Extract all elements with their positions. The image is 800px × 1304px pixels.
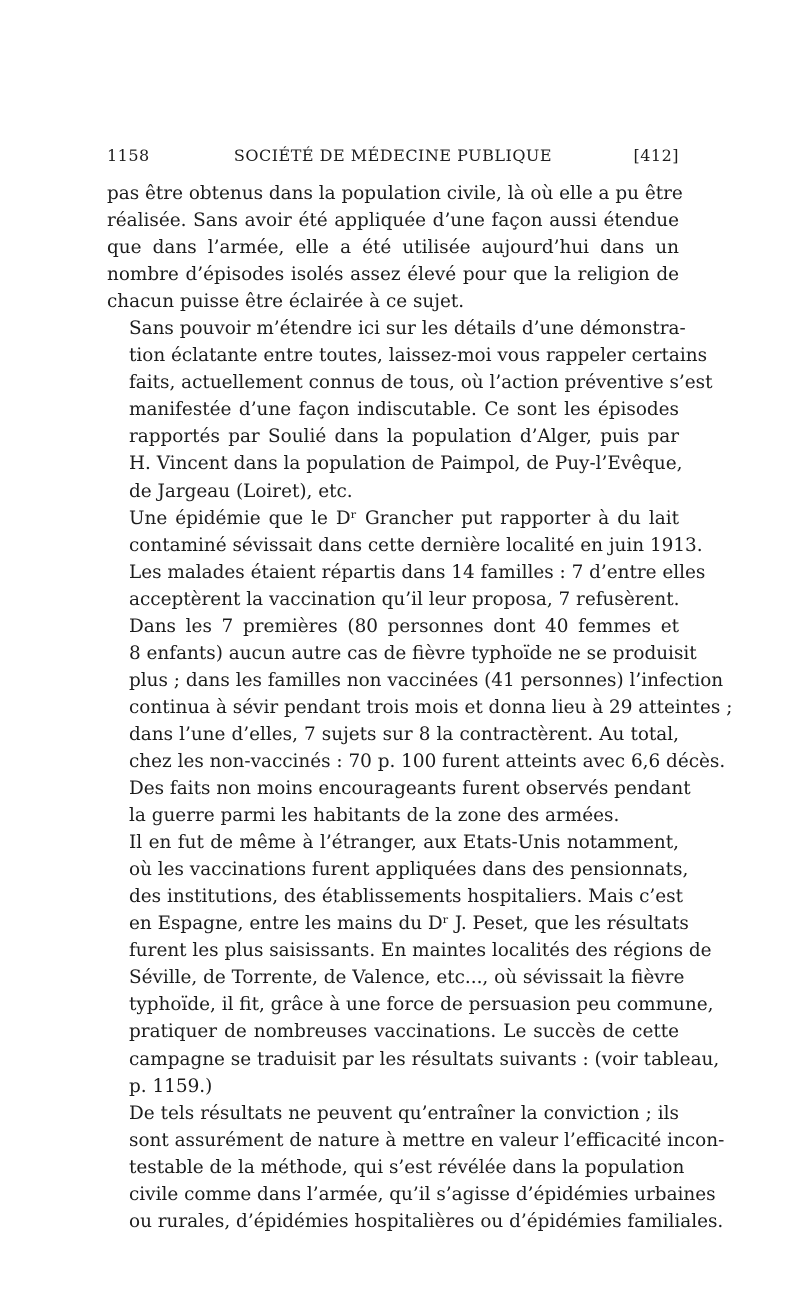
text-line: dans l’une d’elles, 7 sujets sur 8 la contractèrent. Au total, — [129, 723, 679, 745]
running-title: SOCIÉTÉ DE MÉDECINE PUBLIQUE — [233, 146, 553, 165]
body-text — [107, 180, 733, 1235]
text-line: 8 enfants) aucun autre cas de fièvre typhoïde ne se produisit — [129, 642, 697, 664]
text-line: réalisée. Sans avoir été appliquée d’une façon aussi étendue — [107, 210, 679, 232]
text-line: pratiquer de nombreuses vaccinations. Le succès de cette — [129, 1021, 679, 1043]
text-line: en Espagne, entre les mains du Dʳ J. Peset, que les résultats — [129, 913, 689, 935]
text-line: Dans les 7 premières (80 personnes dont 40 femmes et — [129, 615, 679, 637]
text-line: H. Vincent dans la population de Paimpol, de Puy-l’Evêque, — [129, 453, 683, 475]
text-line: Une épidémie que le Dʳ Grancher put rapporter à du lait — [129, 507, 679, 529]
paragraph — [107, 775, 691, 829]
running-header — [107, 146, 679, 170]
text-line: contaminé sévissait dans cette dernière localité en juin 1913. — [129, 534, 703, 556]
text-line: De tels résultats ne peuvent qu’entraîner la conviction ; ils — [129, 1102, 679, 1124]
text-line: plus ; dans les familles non vaccinées (41 personnes) l’infection — [129, 669, 724, 691]
text-line: rapportés par Soulié dans la population d’Alger, puis par — [129, 426, 679, 448]
paragraph — [107, 315, 713, 504]
text-line: chacun puisse être éclairée à ce sujet. — [107, 291, 465, 313]
paragraph — [107, 829, 720, 1099]
text-line: p. 1159.) — [129, 1075, 213, 1097]
text-line: de Jargeau (Loiret), etc. — [129, 480, 353, 502]
text-line: campagne se traduisit par les résultats suivants : (voir tableau, — [129, 1048, 720, 1070]
text-line: faits, actuellement connus de tous, où l’action préventive s’est — [129, 372, 713, 394]
text-line: pas être obtenus dans la population civile, là où elle a pu être — [107, 183, 683, 204]
text-line: tion éclatante entre toutes, laissez-moi vous rappeler certains — [129, 345, 708, 367]
text-line: chez les non-vaccinés : 70 p. 100 furent atteints avec 6,6 décès. — [129, 750, 726, 772]
text-line: civile comme dans l’armée, qu’il s’agisse d’épidémies urbaines — [129, 1183, 716, 1205]
text-line: continua à sévir pendant trois mois et donna lieu à 29 atteintes ; — [129, 696, 733, 718]
text-line: Des faits non moins encourageants furent observés pendant — [129, 778, 691, 800]
text-line: furent les plus saisissants. En maintes localités des régions de — [129, 940, 712, 962]
paragraph — [107, 1100, 725, 1235]
paragraph — [107, 180, 683, 315]
text-line: testable de la méthode, qui s’est révélée dans la population — [129, 1156, 685, 1178]
text-line: que dans l’armée, elle a été utilisée aujourd’hui dans un — [107, 237, 679, 259]
text-line: où les vaccinations furent appliquées dans des pensionnats, — [129, 859, 689, 881]
page-reference: [412] — [633, 146, 679, 165]
paragraph — [107, 505, 733, 775]
text-line: acceptèrent la vaccination qu’il leur proposa, 7 refusèrent. — [129, 588, 680, 610]
text-line: la guerre parmi les habitants de la zone des armées. — [129, 805, 620, 827]
text-line: des institutions, des établissements hospitaliers. Mais c’est — [129, 886, 683, 908]
text-line: Séville, de Torrente, de Valence, etc..., où sévissait la fièvre — [129, 967, 685, 989]
text-line: Sans pouvoir m’étendre ici sur les détails d’une démonstra- — [129, 318, 686, 340]
text-line: sont assurément de nature à mettre en valeur l’efficacité incon- — [129, 1129, 725, 1151]
text-line: Les malades étaient répartis dans 14 familles : 7 d’entre elles — [129, 561, 706, 583]
text-line: manifestée d’une façon indiscutable. Ce sont les épisodes — [129, 399, 679, 421]
text-line: typhoïde, il fit, grâce à une force de persuasion peu commune, — [129, 994, 714, 1016]
text-line: ou rurales, d’épidémies hospitalières ou d’épidémies familiales. — [129, 1210, 724, 1232]
page-number: 1158 — [107, 146, 150, 165]
text-line: Il en fut de même à l’étranger, aux Etats-Unis notamment, — [129, 832, 679, 854]
text-line: nombre d’épisodes isolés assez élevé pour que la religion de — [107, 264, 679, 286]
